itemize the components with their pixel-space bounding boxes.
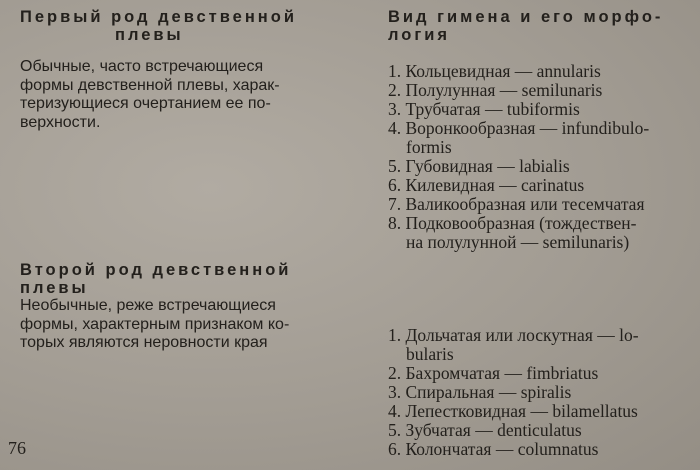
list-item: 3. Спиральная — spiralis xyxy=(388,382,572,402)
list-item: 2. Бахромчатая — fimbriatus xyxy=(388,363,599,383)
list-item: 8. Подковообразная (тождествен- на полулунной — semilunaris) xyxy=(388,214,649,252)
second-kind-line: формы, характерным признаком ко- xyxy=(20,315,290,333)
second-kind-heading xyxy=(20,261,291,297)
list-item: 5. Губовидная — labialis xyxy=(388,156,570,176)
list-item: 6. Килевидная — carinatus xyxy=(388,175,585,195)
second-kind-types-list xyxy=(388,326,639,459)
second-kind-line: торых являются неровности края xyxy=(20,334,268,351)
right-column xyxy=(388,8,700,459)
list-item: 6. Колончатая — columnatus xyxy=(388,439,599,459)
first-kind-heading-line1: Первый род девственной xyxy=(20,8,297,26)
list-item: 1. Кольцевидная — annularis xyxy=(388,61,601,81)
first-kind-line: Обычные, часто встречающиеся xyxy=(20,58,264,75)
list-item-continuation: на полулунной — semilunaris) xyxy=(406,232,630,252)
hymen-types-heading-line1: Вид гимена и его морфо- xyxy=(388,8,664,26)
list-item: 5. Зубчатая — denticulatus xyxy=(388,420,582,440)
list-item: 7. Валикообразная или тесемчатая xyxy=(388,194,645,214)
list-item: 4. Лепестковидная — bilamellatus xyxy=(388,401,638,421)
list-item-continuation: formis xyxy=(406,137,452,157)
first-kind-line: теризующиеся очертанием ее по- xyxy=(20,95,271,112)
list-item: 2. Полулунная — semilunaris xyxy=(388,80,603,100)
list-item-continuation: bularis xyxy=(406,344,454,364)
first-kind-heading-line2: плевы xyxy=(115,26,184,44)
list-item: 3. Трубчатая — tubiformis xyxy=(388,99,580,119)
second-kind-line: Необычные, реже встречающиеся xyxy=(20,297,276,314)
first-kind-line: формы девственной плевы, харак- xyxy=(20,76,280,94)
second-kind-heading-line2: плевы xyxy=(20,279,89,297)
first-kind-heading xyxy=(20,8,297,44)
second-kind-heading-line1: Второй род девственной xyxy=(20,261,292,279)
first-kind-types-list xyxy=(388,62,649,252)
list-item: 4. Воронкообразная — infundibulo- formis xyxy=(388,118,650,157)
hymen-types-heading xyxy=(388,8,700,44)
first-kind-description xyxy=(20,58,280,132)
first-kind-line: верхности. xyxy=(20,113,101,131)
second-kind-description xyxy=(20,297,289,353)
hymen-types-heading-line2: логия xyxy=(388,26,450,44)
list-item: 1. Дольчатая или лоскутная — lo- bularis xyxy=(388,325,639,364)
page-number: 76 xyxy=(8,438,26,458)
